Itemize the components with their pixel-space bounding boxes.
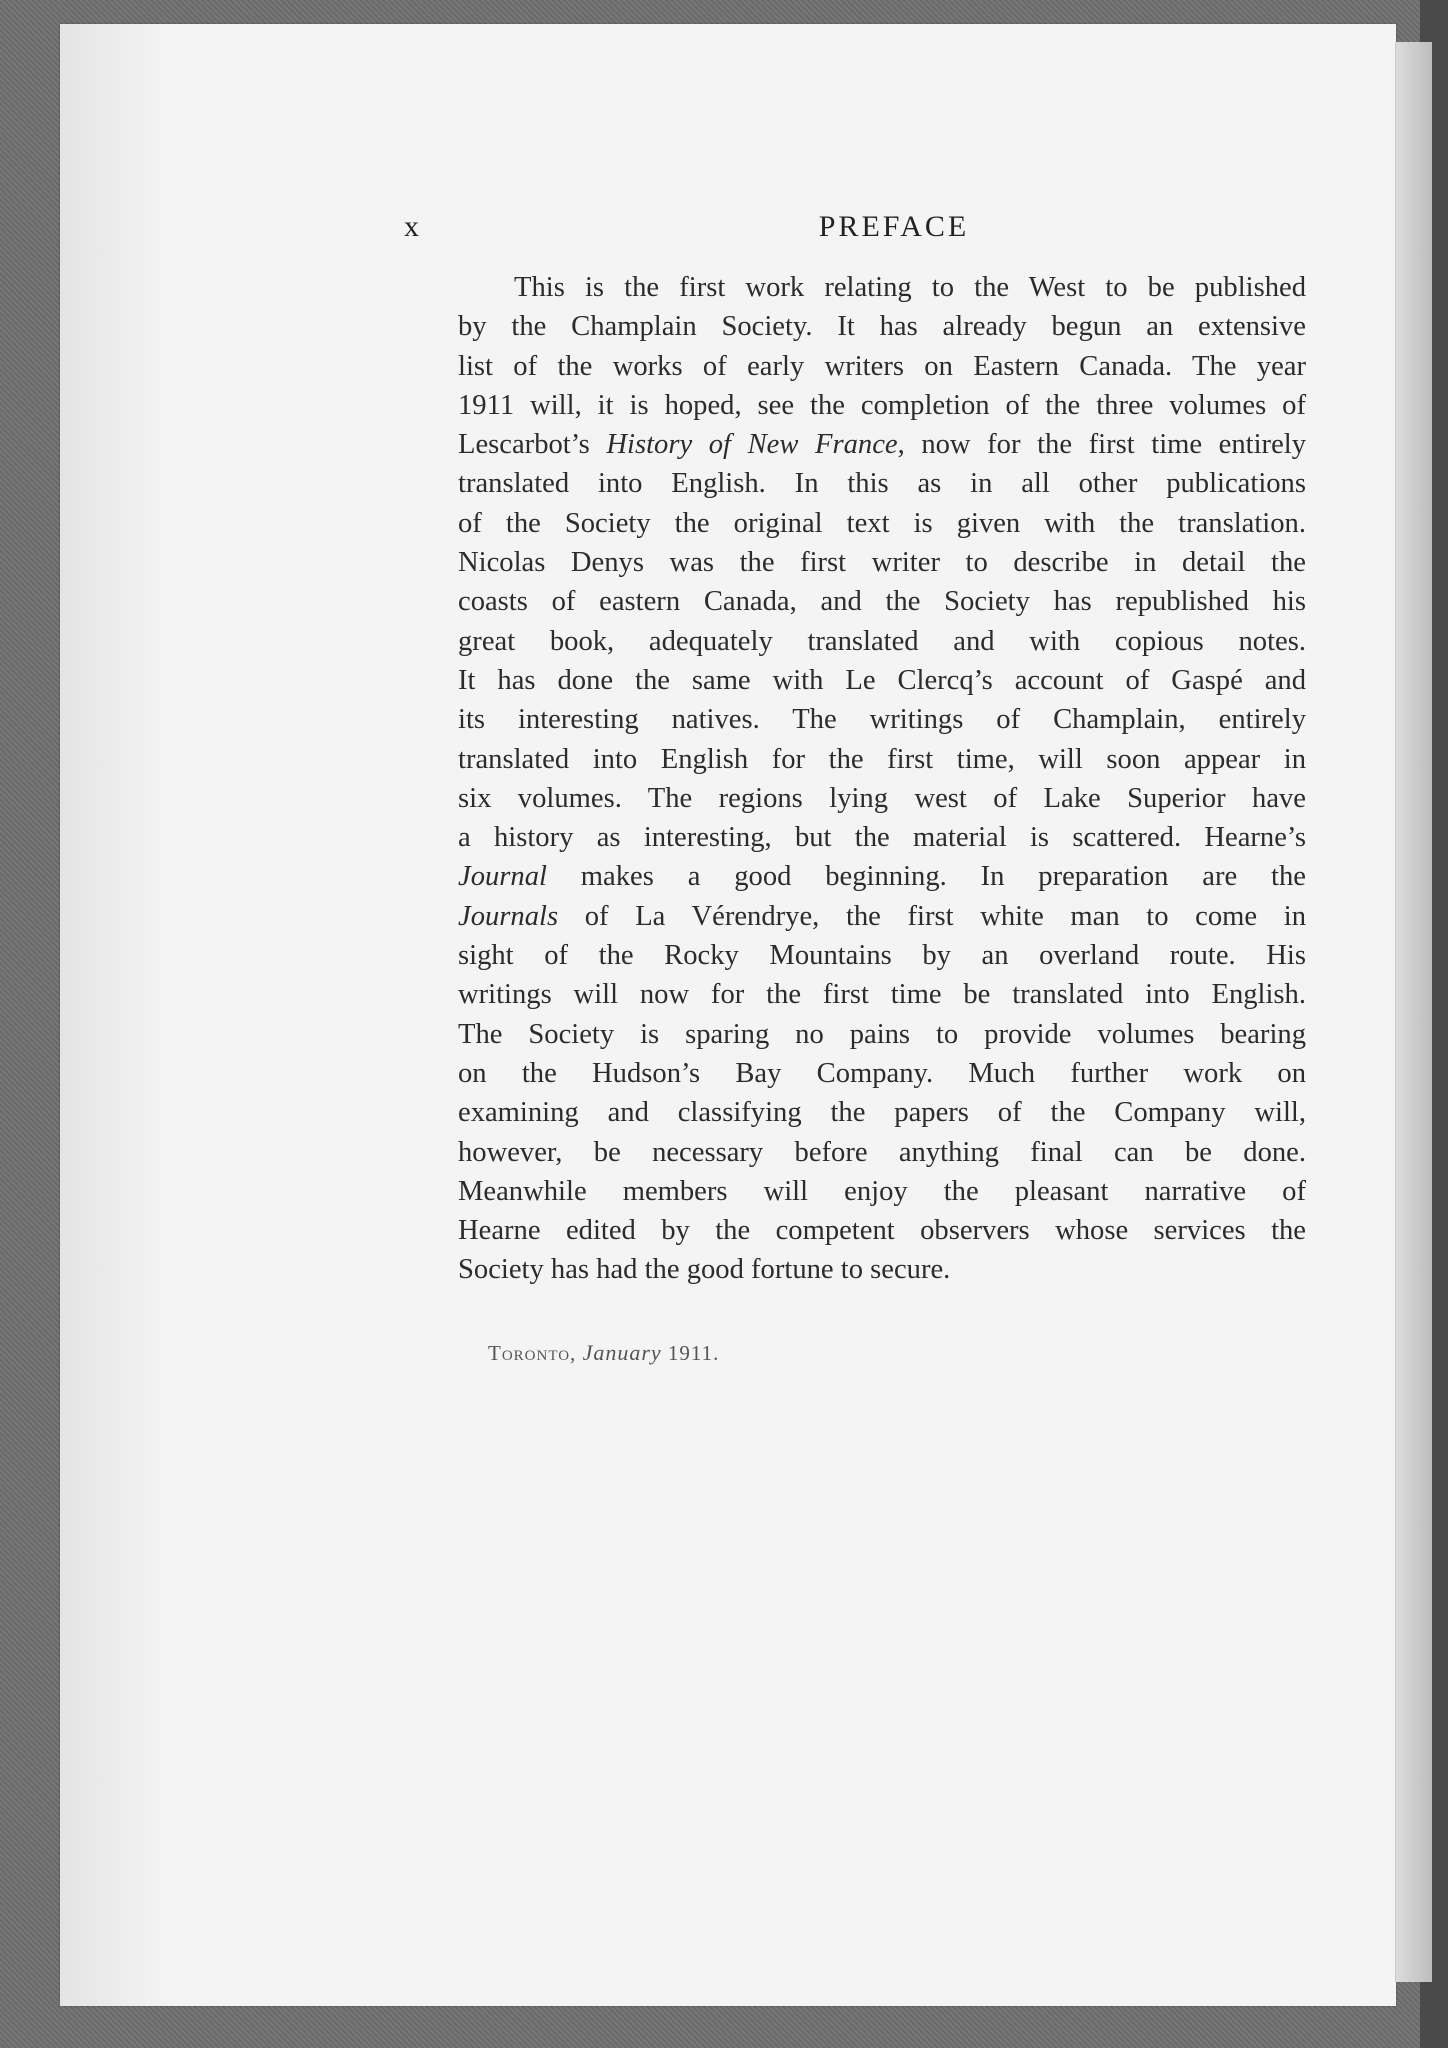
text-line: The Society is sparing no pains to provide volumes bearing <box>458 1018 1306 1050</box>
dateline-year: 1911. <box>667 1341 720 1365</box>
italic-title: History of New France <box>606 429 898 461</box>
text-line: a history as interesting, but the material is scattered. Hearne’s <box>458 822 1306 854</box>
dateline-city: Toronto, <box>488 1341 577 1365</box>
text-line: coasts of eastern Canada, and the Society has republished his <box>458 586 1306 618</box>
text-line: Meanwhile members will enjoy the pleasant narrative of <box>458 1175 1306 1207</box>
text-line: Journal makes a good beginning. In preparation are the <box>458 861 1306 893</box>
text-line: by the Champlain Society. It has already begun an extensive <box>458 311 1306 343</box>
text-line: Nicolas Denys was the first writer to describe in detail the <box>458 547 1306 579</box>
text-line: translated into English for the first time, will soon appear in <box>458 743 1306 775</box>
text-line: on the Hudson’s Bay Company. Much further work on <box>458 1057 1306 1089</box>
text-line: six volumes. The regions lying west of Lake Superior have <box>458 782 1306 814</box>
page-stack-edge <box>1395 42 1432 1982</box>
running-head <box>404 210 1304 250</box>
text-line: It has done the same with Le Clercq’s account of Gaspé and <box>458 664 1306 696</box>
text-line: writings will now for the first time be translated into English. <box>458 979 1306 1011</box>
text-line: translated into English. In this as in all other publications <box>458 468 1306 500</box>
text-line: its interesting natives. The writings of Champlain, entirely <box>458 704 1306 736</box>
text-line: 1911 will, it is hoped, see the completion of the three volumes of <box>458 389 1306 421</box>
text-line: however, be necessary before anything final can be done. <box>458 1136 1306 1168</box>
italic-title: Journal <box>458 861 547 893</box>
dateline-month: January <box>582 1340 662 1365</box>
text-line: examining and classifying the papers of the Company will, <box>458 1097 1306 1129</box>
text-line: This is the first work relating to the West to be published <box>514 272 1306 303</box>
italic-title: Journals <box>458 900 559 932</box>
page-gutter-shadow <box>60 24 170 2006</box>
text-line: Society has had the good fortune to secure. <box>458 1254 951 1286</box>
dateline <box>488 1340 719 1366</box>
page-number: x <box>404 210 420 243</box>
running-title: PREFACE <box>818 210 970 243</box>
text-line: of the Society the original text is given with the translation. <box>458 507 1306 539</box>
text-line: list of the works of early writers on Eastern Canada. The year <box>458 350 1306 382</box>
text-line: great book, adequately translated and with copious notes. <box>458 625 1306 657</box>
text-line: Journals of La Vérendrye, the first white man to come in <box>458 900 1306 932</box>
text-line: Lescarbot’s History of New France, now for the first time entirely <box>458 429 1306 461</box>
text-line: Hearne edited by the competent observers whose services the <box>458 1215 1306 1247</box>
text-line: sight of the Rocky Mountains by an overland route. His <box>458 940 1306 972</box>
preface-paragraph <box>458 268 1306 1290</box>
